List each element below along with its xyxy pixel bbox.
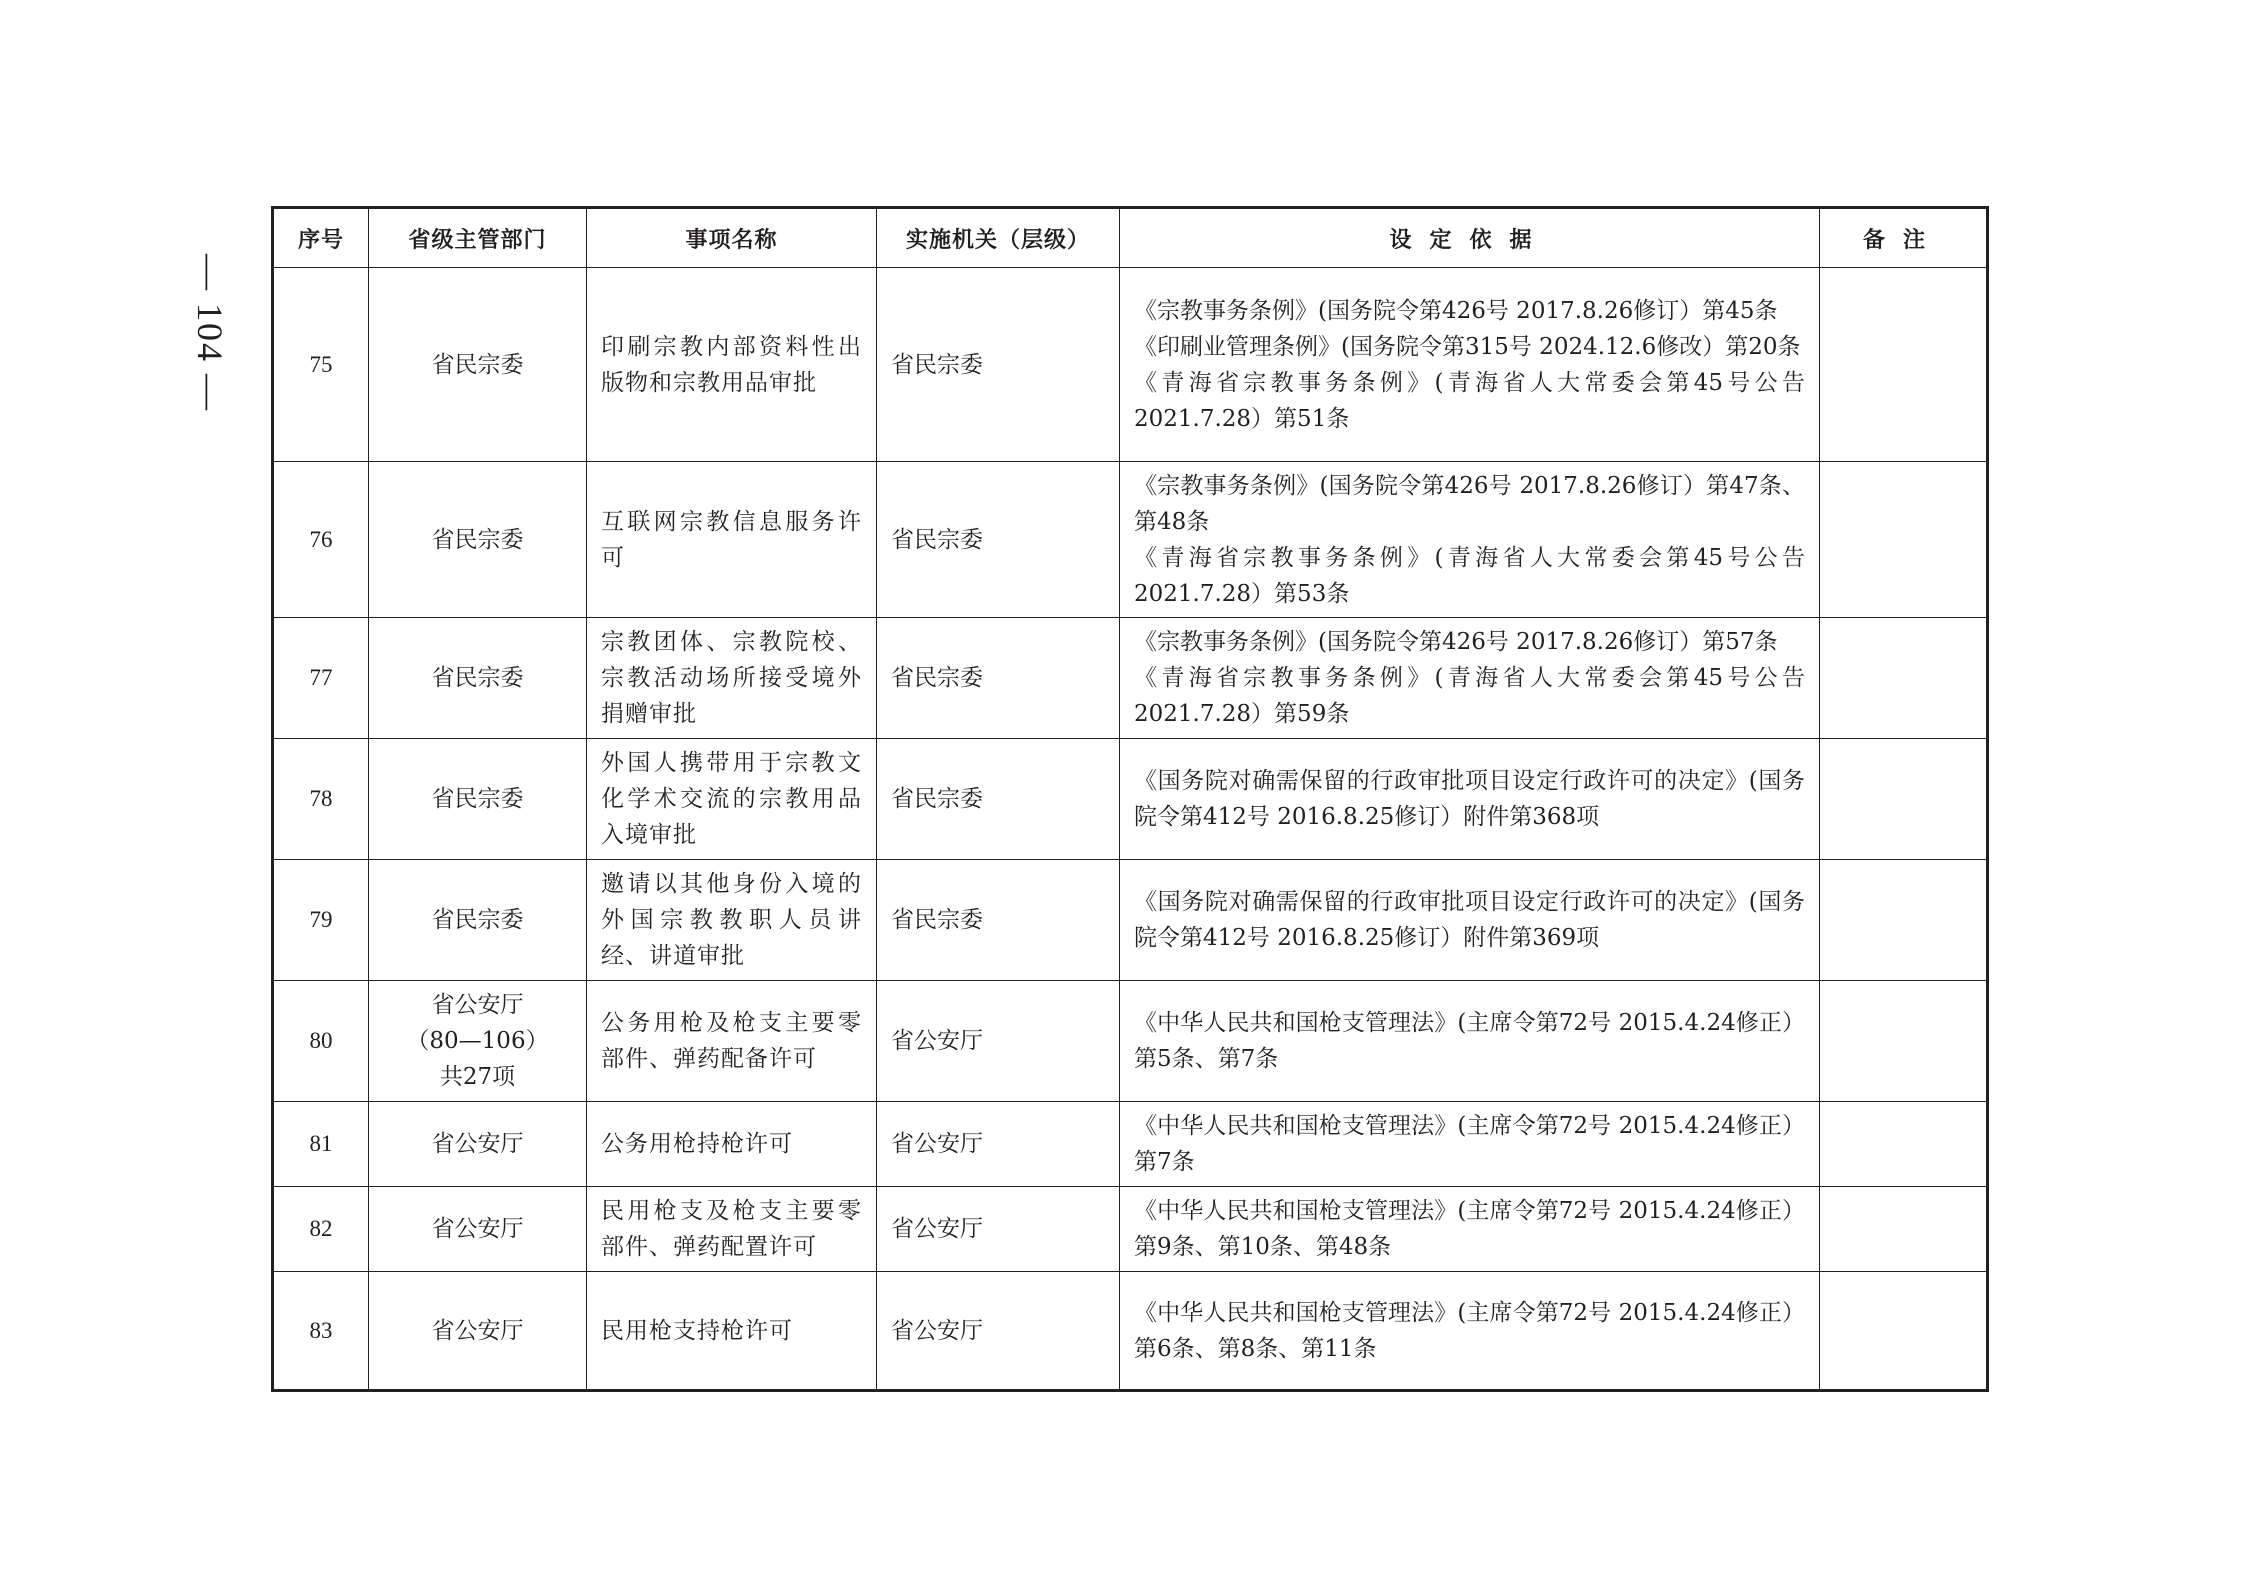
cell-note [1820, 1272, 1988, 1391]
cell-agency: 省民宗委 [877, 268, 1120, 462]
table-row [273, 1102, 1988, 1187]
department-line: （80—106） [406, 1028, 549, 1054]
cell-legal-basis [1120, 739, 1820, 860]
legal-basis-line: 《青海省宗教事务条例》(青海省人大常委会第45号公告2021.7.28）第51条 [1134, 369, 1805, 432]
header-basis [1120, 208, 1820, 268]
cell-no: 78 [273, 739, 369, 860]
cell-item-name: 互联网宗教信息服务许可 [587, 462, 877, 618]
cell-no: 81 [273, 1102, 369, 1187]
legal-basis-line: 《青海省宗教事务条例》(青海省人大常委会第45号公告2021.7.28）第53条 [1134, 544, 1805, 607]
department-line: 省公安厅 [431, 1317, 524, 1344]
cell-item-name: 邀请以其他身份入境的外国宗教教职人员讲经、讲道审批 [587, 860, 877, 981]
legal-basis-line: 《宗教事务条例》(国务院令第426号 2017.8.26修订）第47条、第48条 [1134, 472, 1805, 535]
header-note-text: 备注 [1862, 227, 1943, 253]
page-number [190, 245, 230, 420]
cell-department [369, 268, 587, 462]
cell-item-name: 民用枪支及枪支主要零部件、弹药配置许可 [587, 1187, 877, 1272]
cell-note [1820, 1187, 1988, 1272]
table-row [273, 462, 1988, 618]
department-line: 省公安厅 [431, 1131, 524, 1157]
department-line: 省公安厅 [431, 992, 524, 1018]
cell-no: 79 [273, 860, 369, 981]
cell-department [369, 860, 587, 981]
cell-department [369, 1102, 587, 1187]
cell-department [369, 739, 587, 860]
cell-agency: 省民宗委 [877, 462, 1120, 618]
cell-agency: 省公安厅 [877, 981, 1120, 1102]
header-agency: 实施机关（层级） [877, 208, 1120, 268]
page-number-text: — 104 — [190, 253, 230, 412]
legal-basis-line: 《宗教事务条例》(国务院令第426号 2017.8.26修订）第57条 [1134, 629, 1778, 655]
cell-legal-basis [1120, 981, 1820, 1102]
cell-legal-basis [1120, 1187, 1820, 1272]
cell-note [1820, 860, 1988, 981]
cell-no: 77 [273, 618, 369, 739]
table-row [273, 1187, 1988, 1272]
department-line: 共27项 [439, 1064, 516, 1090]
cell-legal-basis [1120, 1272, 1820, 1391]
cell-department [369, 1272, 587, 1391]
cell-department [369, 981, 587, 1102]
cell-agency: 省公安厅 [877, 1272, 1120, 1391]
cell-agency: 省公安厅 [877, 1102, 1120, 1187]
cell-note [1820, 1102, 1988, 1187]
department-line: 省民宗委 [431, 351, 524, 378]
department-line: 省民宗委 [431, 786, 524, 812]
cell-note [1820, 618, 1988, 739]
cell-note [1820, 268, 1988, 462]
table-row [273, 981, 1988, 1102]
header-basis-text: 设定依据 [1389, 227, 1550, 253]
licensing-table [271, 206, 1989, 1392]
department-line: 省公安厅 [431, 1216, 524, 1242]
cell-no: 80 [273, 981, 369, 1102]
header-no: 序号 [273, 208, 369, 268]
cell-item-name: 公务用枪持枪许可 [587, 1102, 877, 1187]
cell-no: 76 [273, 462, 369, 618]
legal-basis-line: 《宗教事务条例》(国务院令第426号 2017.8.26修订）第45条 [1134, 297, 1778, 324]
cell-no: 83 [273, 1272, 369, 1391]
cell-item-name: 民用枪支持枪许可 [587, 1272, 877, 1391]
cell-item-name: 外国人携带用于宗教文化学术交流的宗教用品入境审批 [587, 739, 877, 860]
cell-note [1820, 981, 1988, 1102]
legal-basis-line: 《青海省宗教事务条例》(青海省人大常委会第45号公告2021.7.28）第59条 [1134, 665, 1805, 727]
cell-agency: 省民宗委 [877, 618, 1120, 739]
legal-basis-line: 《国务院对确需保留的行政审批项目设定行政许可的决定》(国务院令第412号 2016.8.25修订）附件第369项 [1134, 889, 1805, 951]
table-header-row [273, 208, 1988, 268]
table-row [273, 860, 1988, 981]
legal-basis-line: 《印刷业管理条例》(国务院令第315号 2024.12.6修改）第20条 [1134, 333, 1801, 360]
legal-basis-line: 《中华人民共和国枪支管理法》(主席令第72号 2015.4.24修正）第6条、第8条、第11条 [1134, 1299, 1805, 1362]
department-line: 省民宗委 [431, 665, 524, 691]
cell-no: 82 [273, 1187, 369, 1272]
cell-department [369, 618, 587, 739]
cell-agency: 省公安厅 [877, 1187, 1120, 1272]
cell-agency: 省民宗委 [877, 739, 1120, 860]
cell-department [369, 1187, 587, 1272]
cell-department [369, 462, 587, 618]
cell-legal-basis [1120, 268, 1820, 462]
legal-basis-line: 《中华人民共和国枪支管理法》(主席令第72号 2015.4.24修正）第7条 [1134, 1113, 1805, 1175]
cell-note [1820, 462, 1988, 618]
table-row [273, 1272, 1988, 1391]
cell-agency: 省民宗委 [877, 860, 1120, 981]
department-line: 省民宗委 [431, 907, 524, 933]
cell-legal-basis [1120, 618, 1820, 739]
cell-item-name: 公务用枪及枪支主要零部件、弹药配备许可 [587, 981, 877, 1102]
cell-note [1820, 739, 1988, 860]
header-department: 省级主管部门 [369, 208, 587, 268]
department-line: 省民宗委 [431, 526, 524, 553]
cell-item-name: 宗教团体、宗教院校、宗教活动场所接受境外捐赠审批 [587, 618, 877, 739]
legal-basis-line: 《中华人民共和国枪支管理法》(主席令第72号 2015.4.24修正）第9条、第10条、第48条 [1134, 1198, 1805, 1260]
header-note [1820, 208, 1988, 268]
header-item: 事项名称 [587, 208, 877, 268]
cell-legal-basis [1120, 1102, 1820, 1187]
table-row [273, 618, 1988, 739]
cell-item-name: 印刷宗教内部资料性出版物和宗教用品审批 [587, 268, 877, 462]
cell-legal-basis [1120, 462, 1820, 618]
table-body [273, 268, 1988, 1391]
table-row [273, 739, 1988, 860]
table-row [273, 268, 1988, 462]
cell-legal-basis [1120, 860, 1820, 981]
legal-basis-line: 《中华人民共和国枪支管理法》(主席令第72号 2015.4.24修正）第5条、第7条 [1134, 1010, 1805, 1072]
cell-no: 75 [273, 268, 369, 462]
legal-basis-line: 《国务院对确需保留的行政审批项目设定行政许可的决定》(国务院令第412号 2016.8.25修订）附件第368项 [1134, 768, 1805, 830]
